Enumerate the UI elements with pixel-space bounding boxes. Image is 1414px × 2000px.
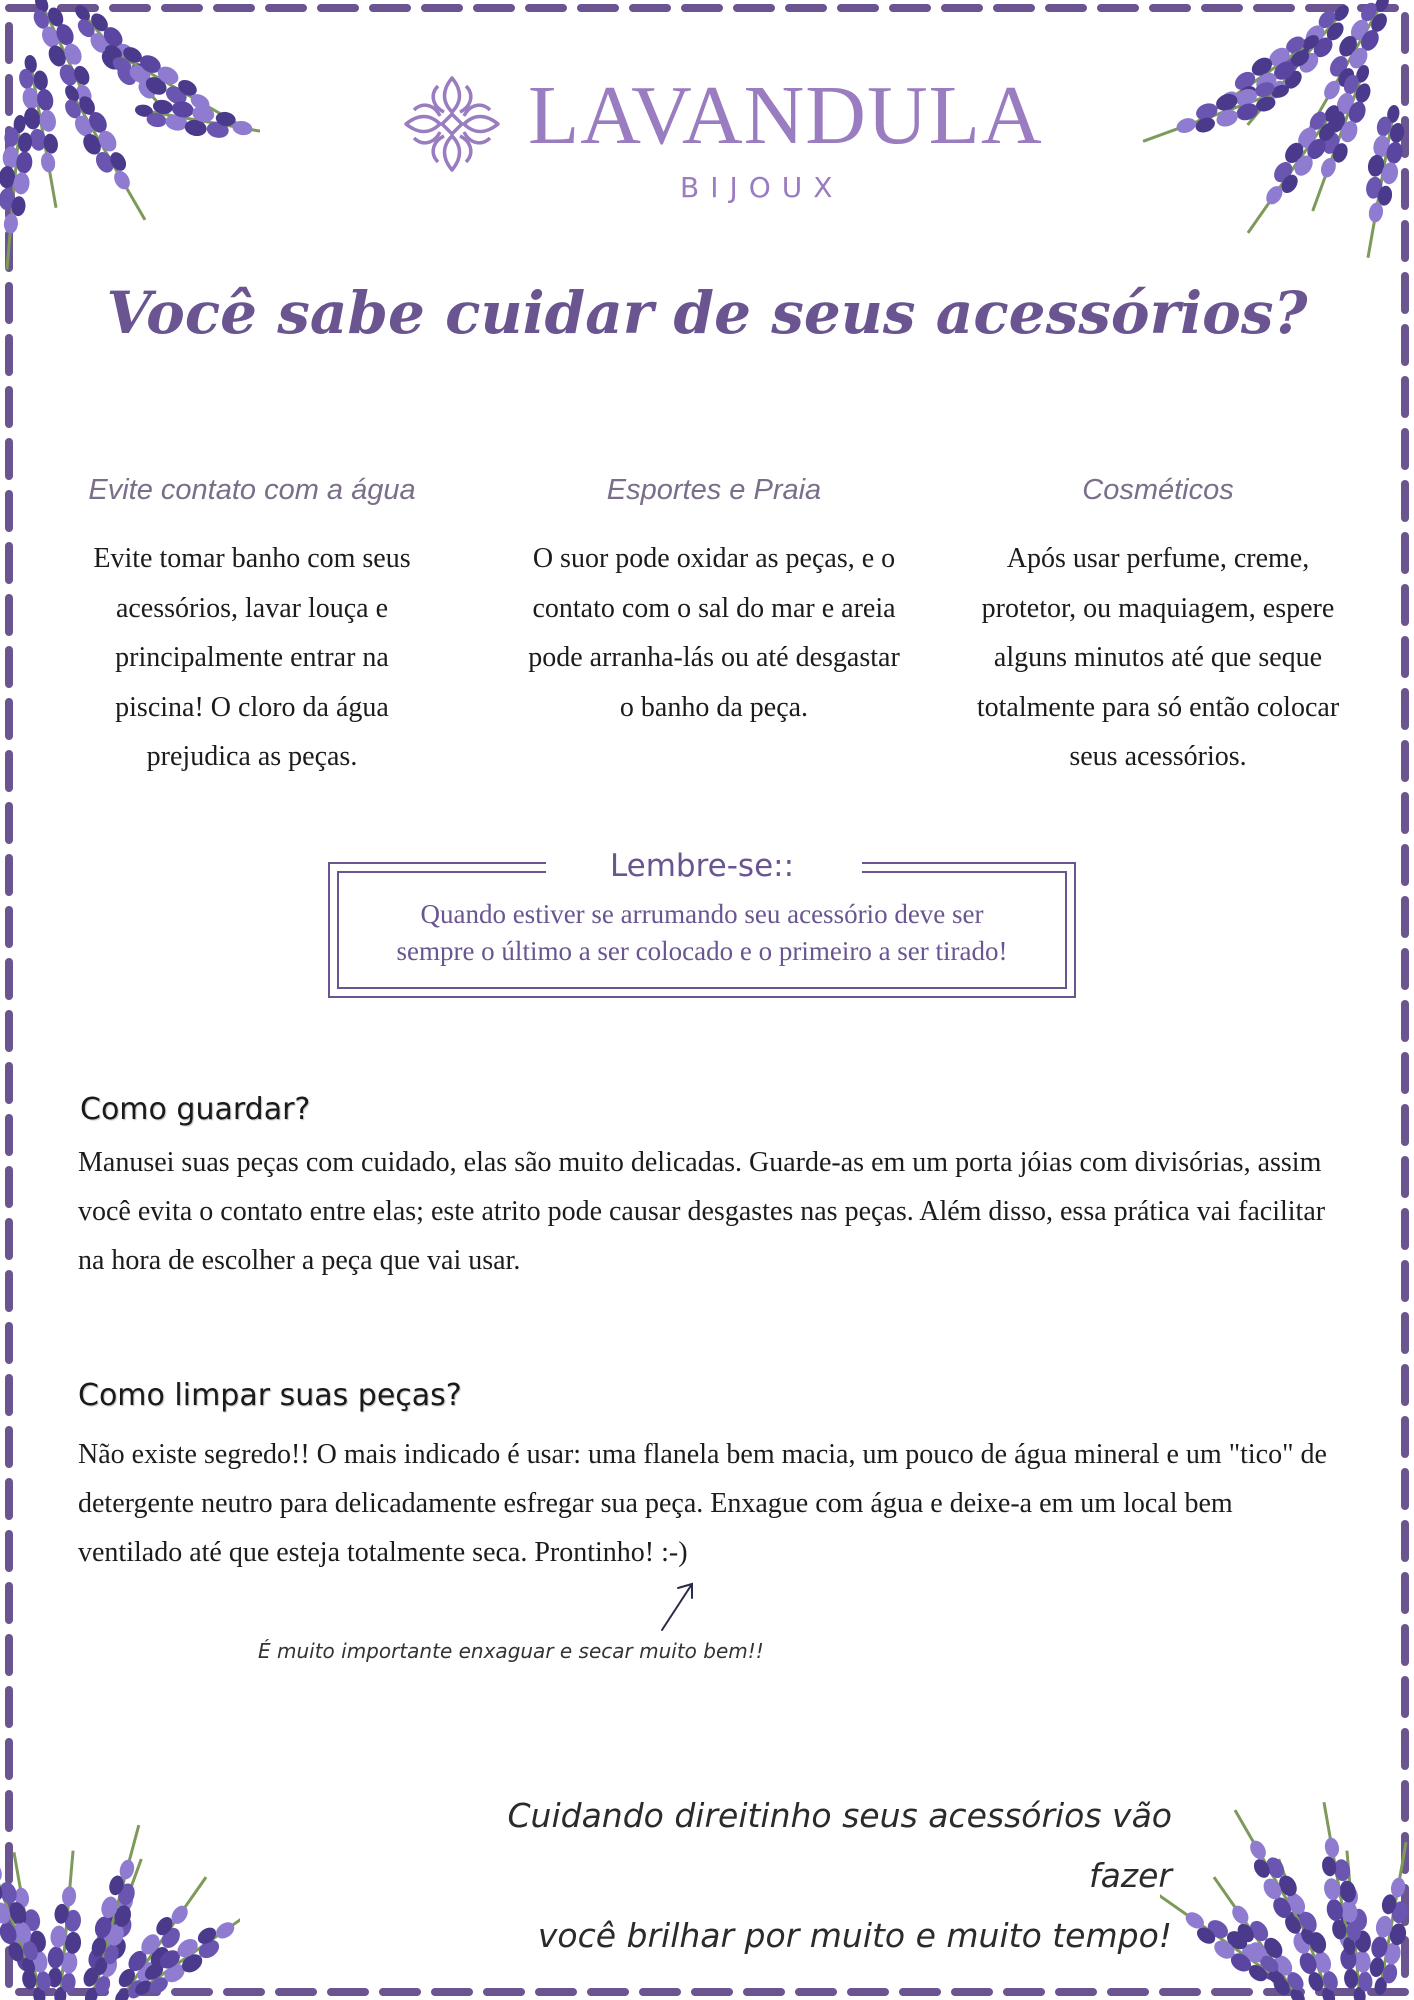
reminder-title: Lembre-se:: xyxy=(609,848,795,884)
lavender-bouquet-top-left xyxy=(0,0,260,320)
clean-section-title: Como limpar suas peças? xyxy=(78,1378,462,1413)
tip-column-water xyxy=(52,470,452,782)
reminder-line-2: sempre o último a ser colocado e o primeiro a ser tirado! xyxy=(396,936,1008,966)
lavender-bouquet-top-right xyxy=(1134,0,1414,290)
tip-column-cosmetics xyxy=(958,470,1358,782)
lavender-bouquet-bottom-left xyxy=(0,1670,240,2000)
tip-body: Evite tomar banho com seus acessórios, lavar louça e principalmente entrar na piscina! O cloro da água prejudica as peças. xyxy=(93,543,411,772)
arrow-up-right-icon xyxy=(650,1574,700,1634)
store-section-title: Como guardar? xyxy=(80,1092,311,1127)
tip-body: O suor pode oxidar as peças, e o contato com o sal do mar e areia pode arranha-lás ou até desgastar o banho da peça. xyxy=(528,543,900,723)
lavender-bouquet-bottom-right xyxy=(1160,1620,1414,2000)
reminder-line-1: Quando estiver se arrumando seu acessório deve ser xyxy=(420,899,984,929)
tip-title: Esportes e Praia xyxy=(606,474,822,506)
clean-section-body: Não existe segredo!! O mais indicado é usar: uma flanela bem macia, um pouco de água mineral e um "tico" de detergente neutro para delicadamente esfregar sua peça. Enxague com água e deixe-a em um local bem ventilado até que esteja totalmente seca. Prontinho! :-) xyxy=(78,1439,1327,1568)
reminder-text xyxy=(328,896,1076,970)
brand-logo xyxy=(398,69,1043,220)
tip-title: Evite contato com a água xyxy=(88,474,416,506)
rinse-dry-note: É muito importante enxaguar e secar muito bem!! xyxy=(258,1639,764,1663)
tip-column-sports-beach xyxy=(514,470,914,732)
store-section-body: Manusei suas peças com cuidado, elas são muito delicadas. Guarde-as em um porta jóias com divisórias, assim você evita o contato entre elas; este atrito pode causar desgastes nas peças. Além disso, essa prática vai facilitar na hora de escolher a peça que vai usar. xyxy=(78,1147,1326,1276)
closing-message xyxy=(420,1786,1172,1966)
closing-line-1: Cuidando direitinho seus acessórios vão fazer xyxy=(507,1796,1172,1895)
tip-title: Cosméticos xyxy=(1082,474,1234,506)
brand-subtitle: BIJOUX xyxy=(680,171,844,204)
floral-ornament-icon xyxy=(398,70,506,178)
tip-body: Após usar perfume, creme, protetor, ou maquiagem, espere alguns minutos até que seque totalmente para só então colocar seus acessórios. xyxy=(976,543,1340,772)
reminder-box xyxy=(328,848,1076,998)
brand-name: LAVANDULA xyxy=(528,69,1043,162)
closing-line-2: você brilhar por muito e muito tempo! xyxy=(537,1916,1172,1955)
page-headline: Você sabe cuidar de seus acessórios? xyxy=(106,279,1308,347)
